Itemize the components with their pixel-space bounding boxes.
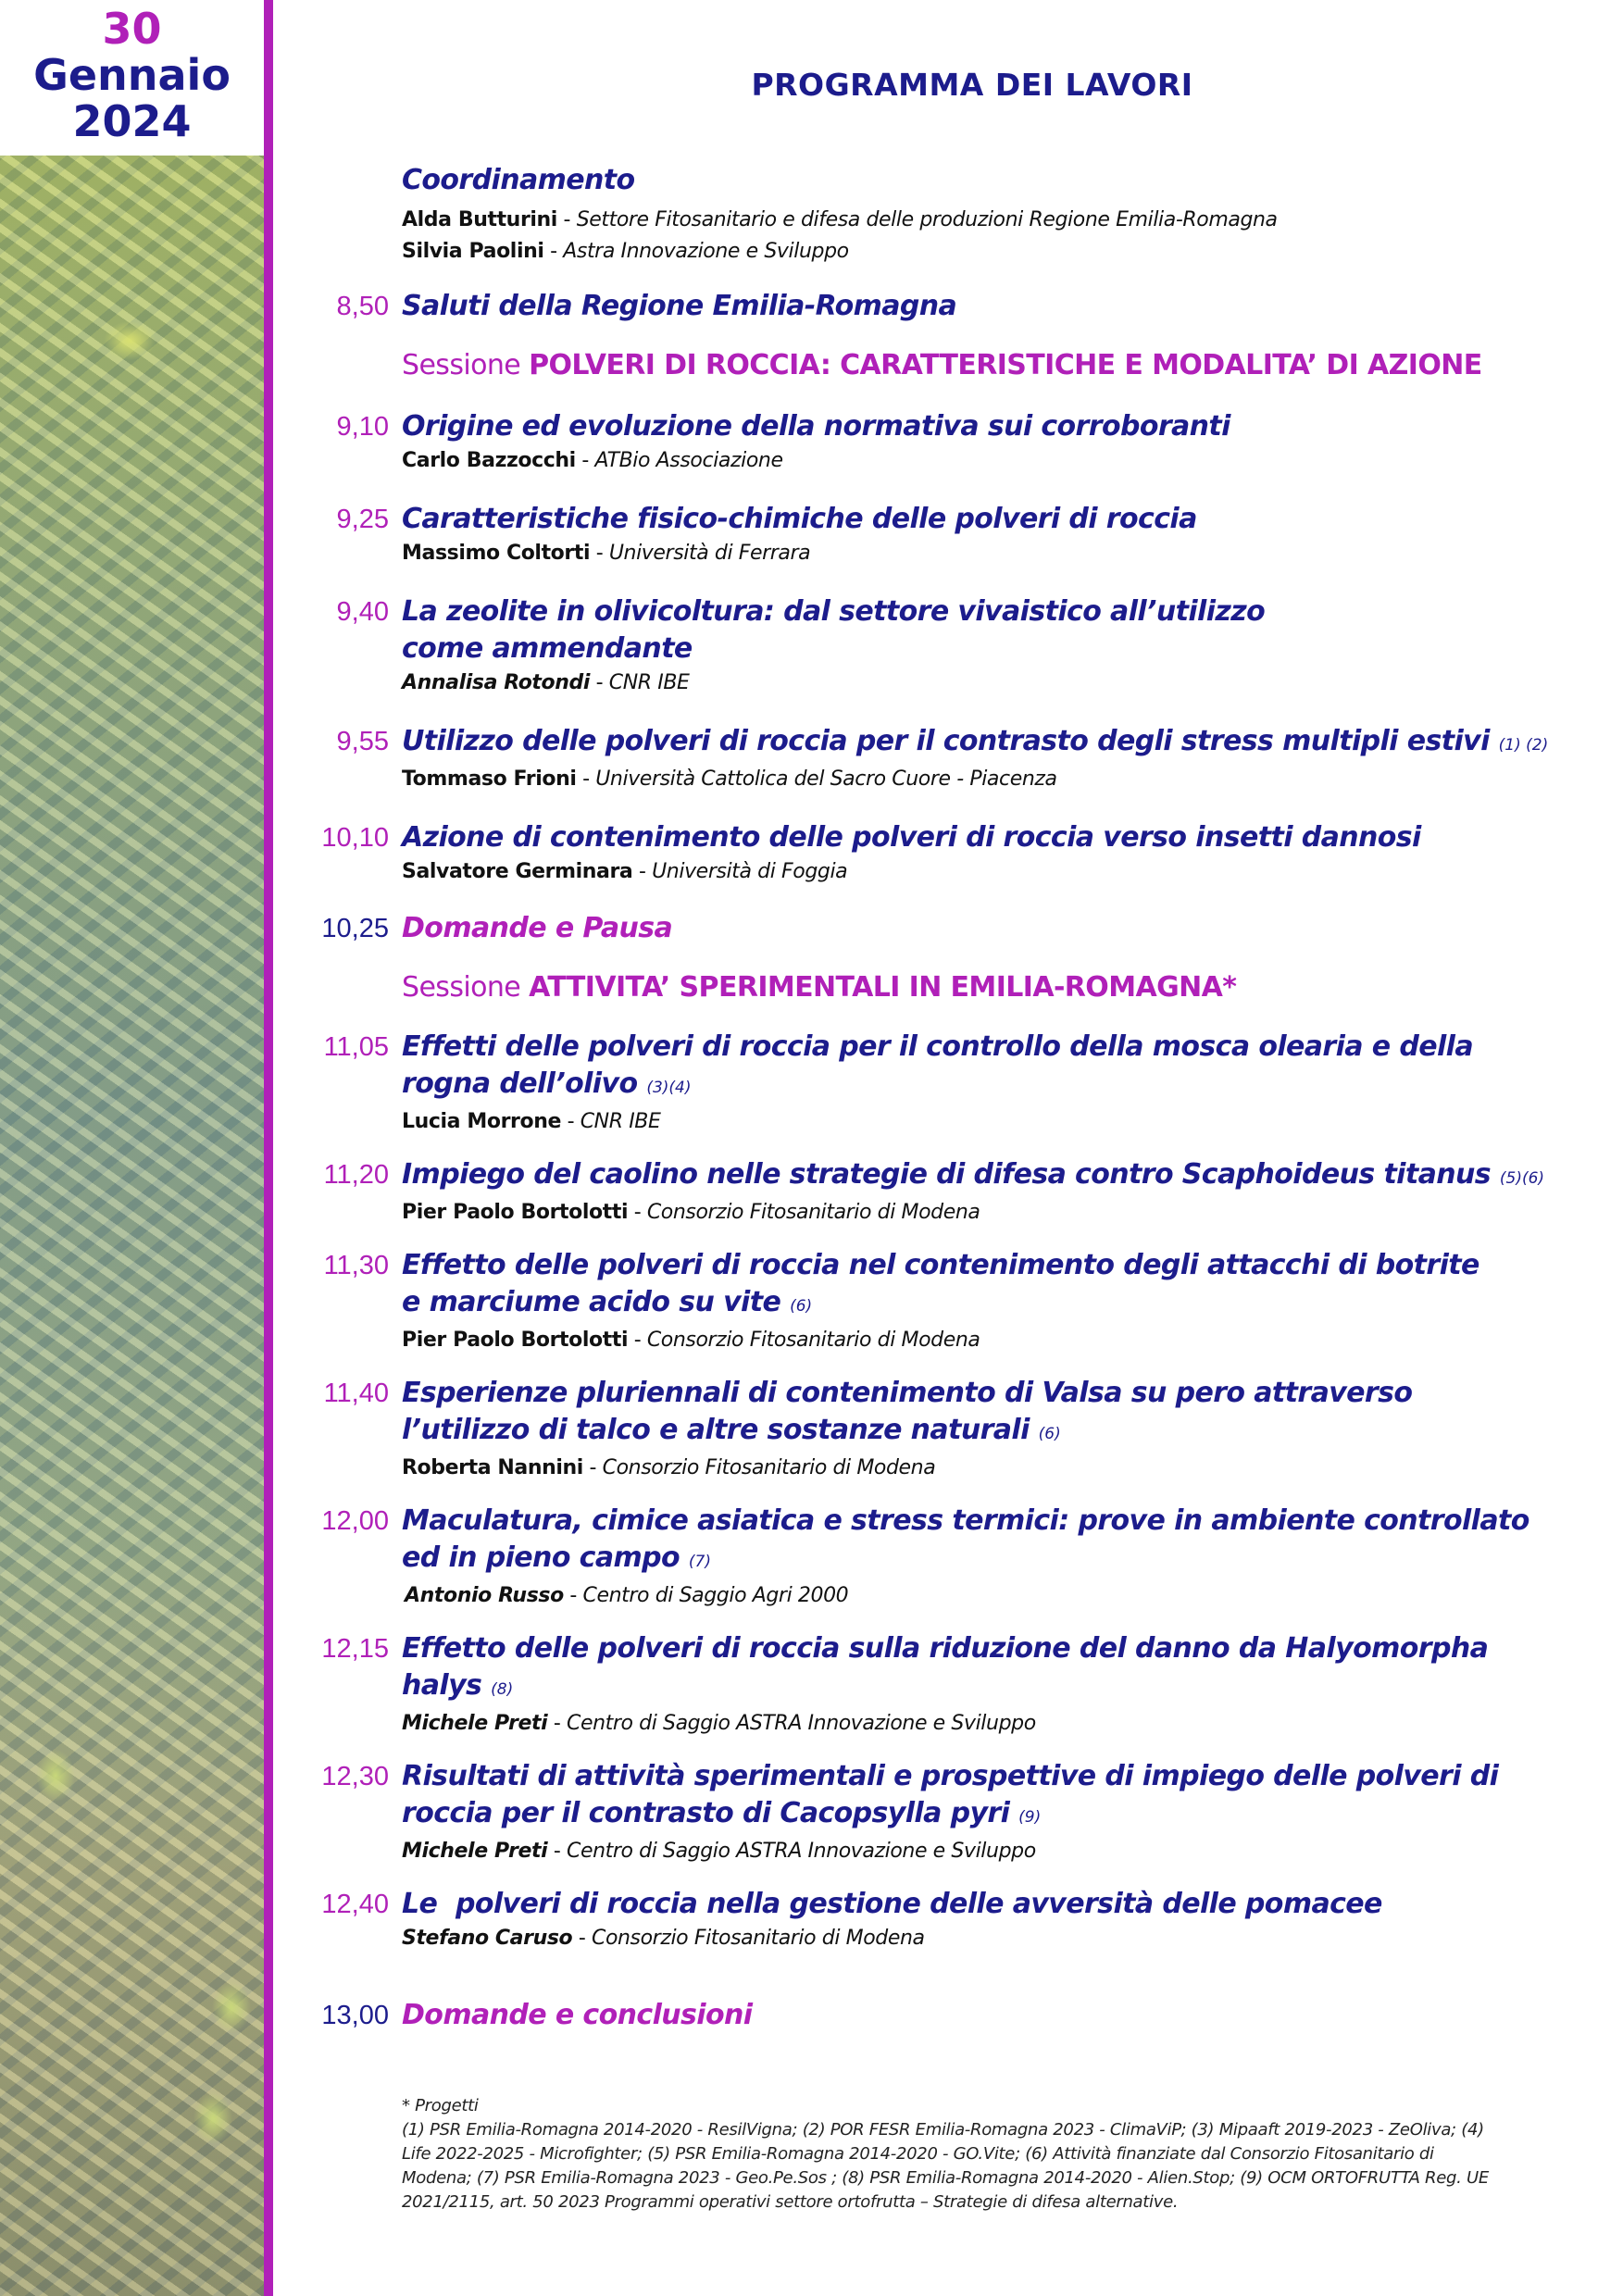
agenda-item	[296, 408, 1592, 477]
footnotes-text: (1) PSR Emilia-Romagna 2014-2020 - ResilVigna; (2) POR FESR Emilia-Romagna 2023 - ClimaViP; (3) Mipaaft 2019-2023 - ZeOliva; (4) Life 2022-2025 - Microfighter; (5) PSR Emilia-Romagna 2014-2020 - GO.Vite; (6) Attività finanziate dal Consorzio Fitosanitario di Modena; (7) PSR Emilia-Romagna 2023 - Geo.Pe.Sos ; (8) PSR Emilia-Romagna 2014-2020 - Alien.Stop; (9) OCM ORTOFRUTTA Reg. UE 2021/2115, art. 50 2023 Programmi operativi settore ortofrutta – Strategie di difesa alternative.	[402, 2120, 1489, 2212]
coordinator: Silvia Paolini - Astra Innovazione e Sviluppo	[402, 240, 849, 263]
speaker-line: Antonio Russo - Centro di Saggio Agri 2000	[405, 1584, 849, 1607]
talk-title: Caratteristiche fisico-chimiche delle polveri di roccia	[402, 503, 1197, 535]
program-content	[296, 162, 1592, 2034]
agenda-item	[296, 1630, 1592, 1740]
time-label: 10,25	[321, 914, 389, 943]
coordination-block	[296, 162, 1592, 268]
speaker-line: Carlo Bazzocchi - ATBio Associazione	[402, 449, 783, 472]
agenda-item-welcome	[296, 288, 1592, 325]
talk-title: Azione di contenimento delle polveri di roccia verso insetti dannosi	[402, 821, 1421, 854]
agenda-item	[296, 1375, 1592, 1484]
speaker-line: Stefano Caruso - Consorzio Fitosanitario di Modena	[402, 1927, 925, 1950]
speaker-line: Pier Paolo Bortolotti - Consorzio Fitosanitario di Modena	[402, 1329, 980, 1352]
footnote-refs: (8)	[491, 1680, 514, 1699]
time-label: 13,00	[321, 2001, 389, 2030]
time-label: 11,30	[323, 1251, 389, 1280]
talk-title: Utilizzo delle polveri di roccia per il contrasto degli stress multipli estivi (1) (2)	[402, 725, 1549, 757]
time-label: 8,50	[336, 292, 389, 321]
talk-title: Saluti della Regione Emilia-Romagna	[402, 290, 957, 322]
footnote-refs: (6)	[790, 1297, 813, 1316]
time-label: 11,20	[323, 1160, 389, 1190]
time-label: 12,30	[321, 1762, 389, 1791]
time-label: 12,15	[321, 1634, 389, 1664]
speaker-line: Lucia Morrone - CNR IBE	[402, 1110, 661, 1133]
time-label: 11,40	[323, 1379, 389, 1408]
agenda-item	[296, 1886, 1592, 1954]
agenda-item	[296, 1156, 1592, 1229]
session-heading-1: Sessione POLVERI DI ROCCIA: CARATTERISTICHE E MODALITA’ DI AZIONE	[402, 349, 1482, 381]
talk-title: Le polveri di roccia nella gestione delle avversità delle pomacee	[402, 1888, 1382, 1920]
agenda-item-break	[296, 910, 1592, 947]
footnote-refs: (9)	[1018, 1808, 1042, 1827]
talk-title: Risultati di attività sperimentali e prospettive di impiego delle polveri di roccia per il contrasto di Cacopsylla pyri (9)	[402, 1760, 1499, 1829]
agenda-item	[296, 1503, 1592, 1612]
speaker-line: Michele Preti - Centro di Saggio ASTRA Innovazione e Sviluppo	[402, 1712, 1036, 1735]
date-month: Gennaio	[33, 50, 231, 100]
pear-orchard-photo	[0, 156, 264, 2296]
time-label: 12,40	[321, 1890, 389, 1919]
time-label: 9,25	[336, 505, 389, 534]
talk-title: Maculatura, cimice asiatica e stress termici: prove in ambiente controllato ed in pieno campo (7)	[402, 1504, 1529, 1574]
speaker-line: Salvatore Germinara - Università di Foggia	[402, 860, 848, 883]
date-year: 2024	[72, 96, 192, 146]
speaker-line: Pier Paolo Bortolotti - Consorzio Fitosanitario di Modena	[402, 1201, 980, 1224]
time-label: 9,55	[336, 727, 389, 756]
project-footnotes	[402, 2094, 1494, 2215]
speaker-line: Tommaso Frioni - Università Cattolica del Sacro Cuore - Piacenza	[402, 767, 1057, 791]
talk-title: Impiego del caolino nelle strategie di difesa contro Scaphoideus titanus (5)(6)	[402, 1158, 1545, 1191]
agenda-item	[296, 1758, 1592, 1867]
agenda-item	[296, 1247, 1592, 1356]
talk-title: Origine ed evoluzione della normativa sui corroboranti	[402, 410, 1230, 443]
talk-title: Effetti delle polveri di roccia per il controllo della mosca olearia e della rogna dell’olivo (3)(4)	[402, 1030, 1474, 1100]
speaker-line: Massimo Coltorti - Università di Ferrara	[402, 542, 811, 565]
page-title: PROGRAMMA DEI LAVORI	[751, 67, 1193, 103]
agenda-item	[296, 819, 1592, 888]
time-label: 11,05	[323, 1032, 389, 1062]
talk-title: Esperienze pluriennali di contenimento di Valsa su pero attraverso l’utilizzo di talco e altre sostanze naturali (6)	[402, 1377, 1413, 1446]
talk-title: Effetto delle polveri di roccia nel contenimento degli attacchi di botrite e marciume acido su vite (6)	[402, 1249, 1479, 1318]
footnote-refs: (5)(6)	[1499, 1169, 1545, 1188]
footnote-refs: (1) (2)	[1498, 736, 1549, 755]
footnote-refs: (3)(4)	[646, 1079, 692, 1097]
agenda-item	[296, 593, 1592, 699]
footnotes-heading: * Progetti	[402, 2096, 479, 2115]
session-heading-2: Sessione ATTIVITA’ SPERIMENTALI IN EMILIA-ROMAGNA*	[402, 971, 1237, 1004]
time-label: 12,00	[321, 1506, 389, 1536]
agenda-item-closing	[296, 1997, 1592, 2034]
footnote-refs: (7)	[688, 1553, 711, 1571]
coordination-heading: Coordinamento	[402, 164, 635, 196]
time-label: 10,10	[321, 823, 389, 853]
talk-title: Effetto delle polveri di roccia sulla riduzione del danno da Halyomorpha halys (8)	[402, 1632, 1489, 1702]
vertical-divider-bar	[264, 0, 273, 2296]
agenda-item	[296, 723, 1592, 795]
speaker-line: Annalisa Rotondi - CNR IBE	[402, 671, 690, 694]
break-title: Domande e Pausa	[402, 912, 673, 944]
time-label: 9,10	[336, 412, 389, 442]
agenda-item	[296, 501, 1592, 569]
time-label: 9,40	[336, 597, 389, 627]
footnote-refs: (6)	[1038, 1425, 1061, 1443]
speaker-line: Roberta Nannini - Consorzio Fitosanitario di Modena	[402, 1456, 936, 1479]
date-day: 30	[102, 4, 162, 54]
closing-title: Domande e conclusioni	[402, 1999, 753, 2031]
speaker-line: Michele Preti - Centro di Saggio ASTRA Innovazione e Sviluppo	[402, 1840, 1036, 1863]
event-date	[0, 0, 264, 158]
coordinator: Alda Butturini - Settore Fitosanitario e difesa delle produzioni Regione Emilia-Romagna	[402, 208, 1278, 231]
agenda-item	[296, 1029, 1592, 1138]
talk-title: La zeolite in olivicoltura: dal settore vivaistico all’utilizzo come ammendante	[402, 595, 1266, 665]
